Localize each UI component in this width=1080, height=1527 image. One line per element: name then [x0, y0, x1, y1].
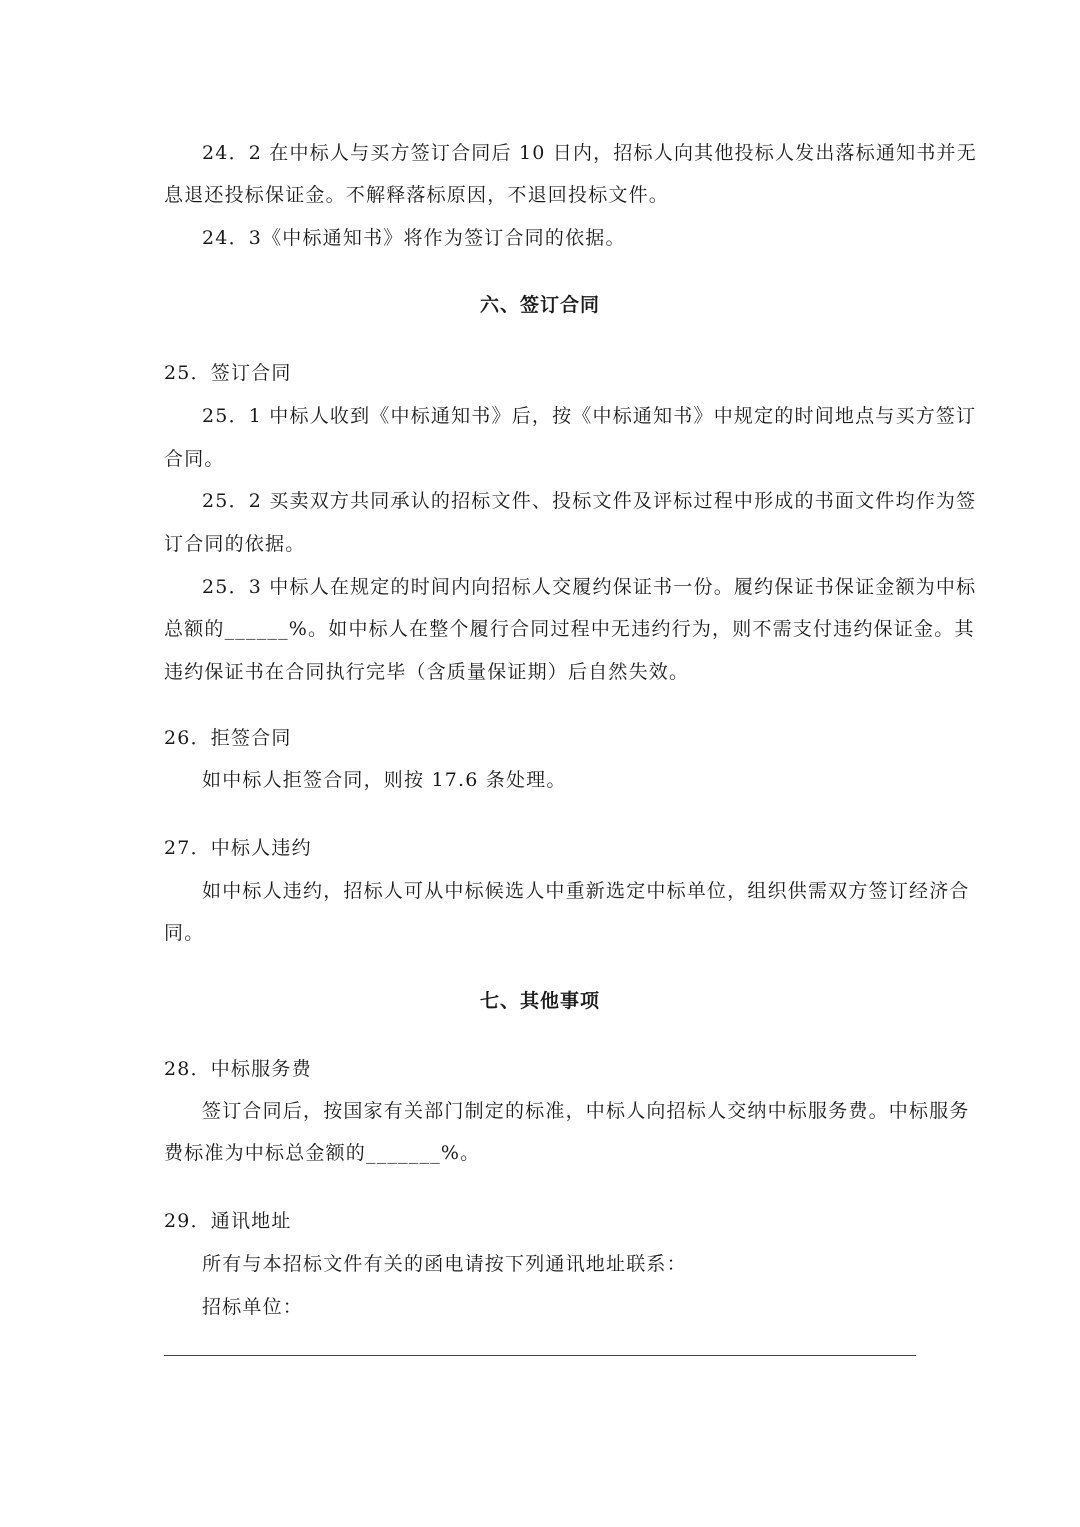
paragraph-26: 如中标人拒签合同，则按 17.6 条处理。	[202, 769, 567, 791]
clause-25-title: 25．签订合同	[164, 362, 292, 384]
paragraph-24-3: 24．3《中标通知书》将作为签订合同的依据。	[202, 227, 626, 249]
clause-28-title: 28．中标服务费	[164, 1058, 312, 1080]
paragraph-25-2-line-1: 25．2 买卖双方共同承认的招标文件、投标文件及评标过程中形成的书面文件均作为签	[202, 490, 977, 512]
fill-in-underline	[164, 1355, 916, 1356]
paragraph-25-1-line-1: 25．1 中标人收到《中标通知书》后，按《中标通知书》中规定的时间地点与买方签订	[202, 405, 977, 427]
section-heading-6: 六、签订合同	[479, 294, 600, 316]
section-heading-7: 七、其他事项	[479, 990, 600, 1012]
paragraph-28-line-1: 签订合同后，按国家有关部门制定的标准，中标人向招标人交纳中标服务费。中标服务	[202, 1100, 970, 1122]
paragraph-24-2-line-2: 息退还投标保证金。不解释落标原因，不退回投标文件。	[164, 184, 670, 206]
paragraph-25-1-line-2: 合同。	[164, 448, 225, 470]
paragraph-25-2-line-2: 订合同的依据。	[164, 533, 306, 555]
paragraph-27-line-1: 如中标人违约，招标人可从中标候选人中重新选定中标单位，组织供需双方签订经济合	[202, 880, 970, 902]
paragraph-25-3-line-3: 违约保证书在合同执行完毕（含质量保证期）后自然失效。	[164, 661, 690, 683]
paragraph-25-3-line-2: 总额的______%。如中标人在整个履行合同过程中无违约行为，则不需支付违约保证金。其	[164, 618, 975, 640]
paragraph-29-line-2: 招标单位：	[202, 1296, 304, 1318]
clause-27-title: 27．中标人违约	[164, 837, 312, 859]
paragraph-25-3-line-1: 25．3 中标人在规定的时间内向招标人交履约保证书一份。履约保证书保证金额为中标	[202, 576, 977, 598]
clause-26-title: 26．拒签合同	[164, 727, 292, 749]
clause-29-title: 29．通讯地址	[164, 1210, 292, 1232]
paragraph-28-line-2: 费标准为中标总金额的_______%。	[164, 1142, 481, 1164]
paragraph-29-line-1: 所有与本招标文件有关的函电请按下列通讯地址联系：	[202, 1253, 687, 1275]
paragraph-27-line-2: 同。	[164, 922, 205, 944]
paragraph-24-2-line-1: 24．2 在中标人与买方签订合同后 10 日内，招标人向其他投标人发出落标通知书并无	[202, 142, 977, 164]
